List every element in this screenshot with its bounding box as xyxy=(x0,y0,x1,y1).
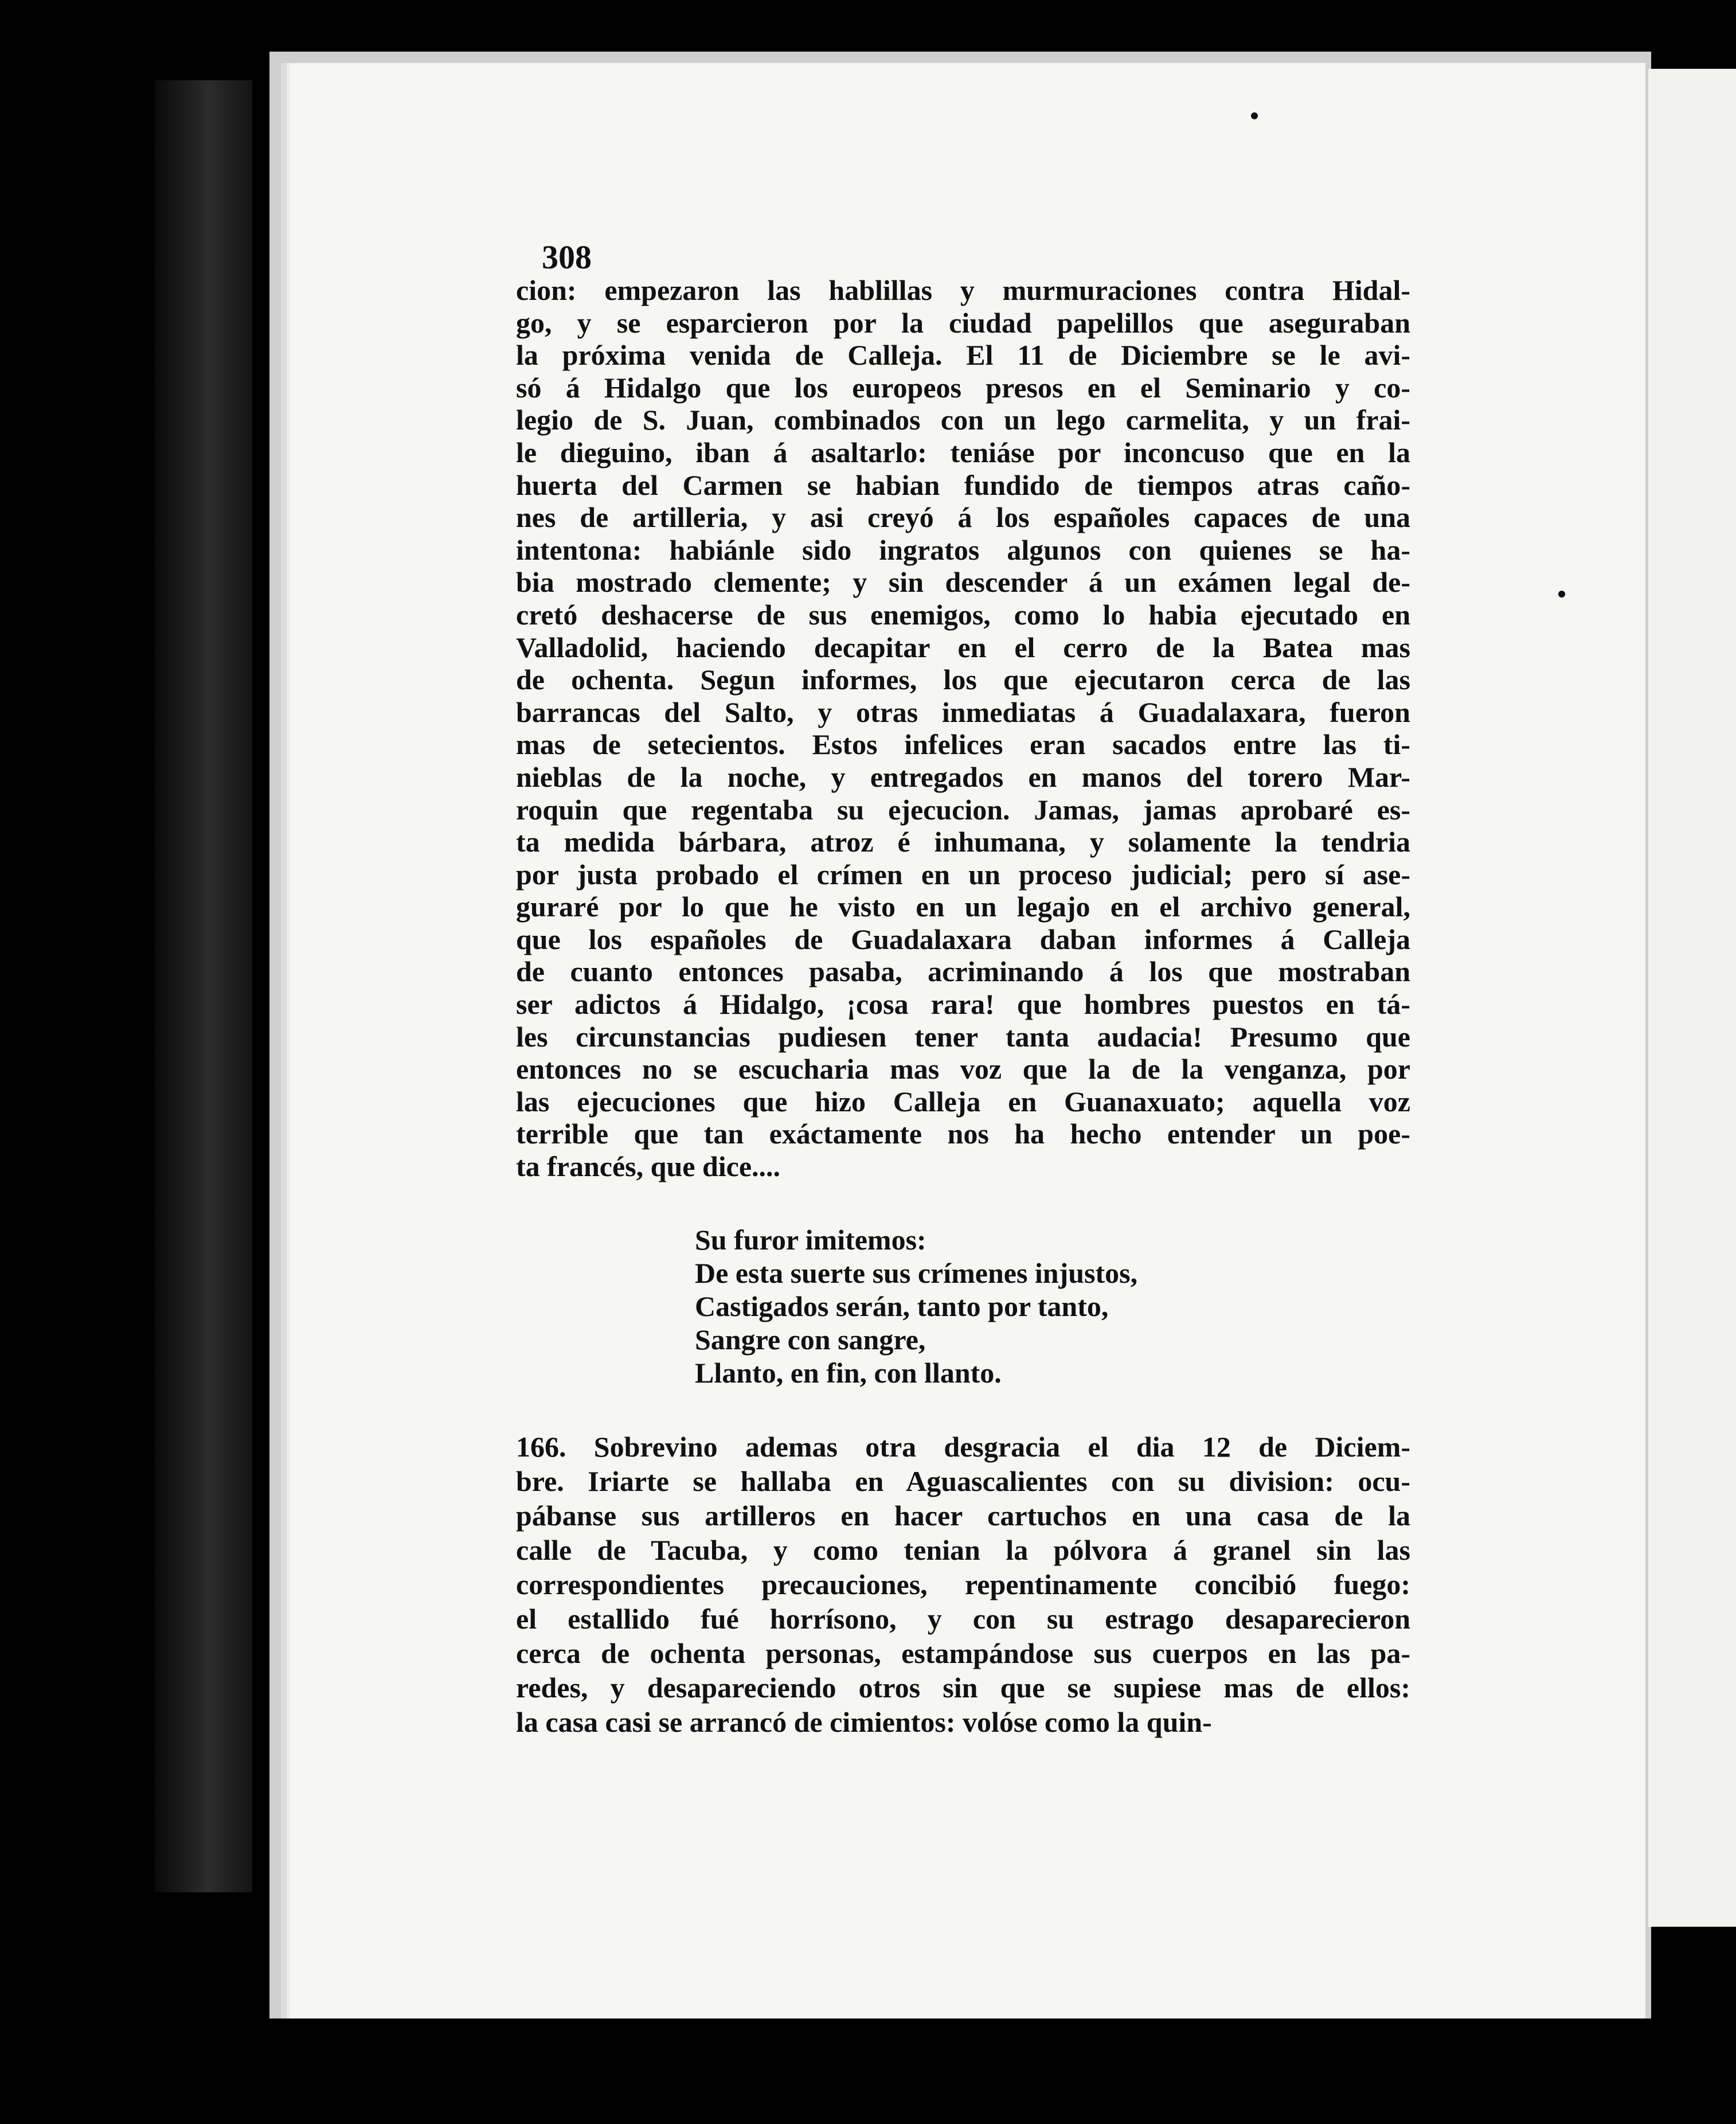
text-line: las ejecuciones que hizo Calleja en Guanaxuato; aquella voz xyxy=(516,1085,1410,1118)
text-line: legio de S. Juan, combinados con un lego carmelita, y un frai- xyxy=(516,404,1410,436)
text-line: ser adictos á Hidalgo, ¡cosa rara! que hombres puestos en tá- xyxy=(516,988,1410,1021)
text-line: la próxima venida de Calleja. El 11 de Diciembre se le avi- xyxy=(516,339,1410,372)
text-line: barrancas del Salto, y otras inmediatas á Guadalaxara, fueron xyxy=(516,696,1410,728)
text-line: la casa casi se arrancó de cimientos: volóse como la quin- xyxy=(516,1705,1212,1738)
text-line: le dieguino, iban á asaltarlo: teniáse por inconcuso que en la xyxy=(516,436,1410,468)
text-line: el estallido fué horrísono, y con su estrago desaparecieron xyxy=(516,1602,1410,1635)
text-line: entonces no se escucharia mas voz que la de la venganza, por xyxy=(516,1053,1410,1086)
text-line: ta francés, que dice.... xyxy=(516,1150,781,1183)
text-line: Valladolid, haciendo decapitar en el cerro de la Batea mas xyxy=(516,631,1410,663)
text-line: correspondientes precauciones, repentinamente concibió fuego: xyxy=(516,1568,1410,1600)
text-line: Su furor imitemos: xyxy=(695,1223,926,1256)
paragraph-1 xyxy=(516,274,1410,1183)
verse-quotation xyxy=(695,1223,1410,1389)
scan-speck xyxy=(1558,591,1565,598)
text-line: só á Hidalgo que los europeos presos en el Seminario y co- xyxy=(516,371,1410,404)
text-line: De esta suerte sus crímenes injustos, xyxy=(695,1256,1138,1289)
text-line: les circunstancias pudiesen tener tanta audacia! Presumo que xyxy=(516,1020,1410,1053)
text-line: por justa probado el crímen en un proceso judicial; pero sí ase- xyxy=(516,858,1410,891)
text-line: cretó deshacerse de sus enemigos, como lo habia ejecutado en xyxy=(516,598,1410,631)
text-line: redes, y desapareciendo otros sin que se supiese mas de ellos: xyxy=(516,1671,1410,1704)
text-line: nes de artilleria, y asi creyó á los españoles capaces de una xyxy=(516,501,1410,534)
text-line: bia mostrado clemente; y sin descender á un exámen legal de- xyxy=(516,566,1410,599)
text-line: nieblas de la noche, y entregados en manos del torero Mar- xyxy=(516,760,1410,793)
page-number: 308 xyxy=(542,239,592,276)
text-line: mas de setecientos. Estos infelices eran sacados entre las ti- xyxy=(516,728,1410,761)
text-line: Sangre con sangre, xyxy=(695,1323,926,1356)
text-line: 166. Sobrevino ademas otra desgracia el dia 12 de Diciem- xyxy=(516,1430,1410,1463)
text-line: huerta del Carmen se habian fundido de tiempos atras caño- xyxy=(516,468,1410,501)
text-line: bre. Iriarte se hallaba en Aguascalientes con su division: ocu- xyxy=(516,1465,1410,1497)
text-line: de ochenta. Segun informes, los que ejecutaron cerca de las xyxy=(516,663,1410,696)
text-line: intentona: habiánle sido ingratos algunos con quienes se ha- xyxy=(516,533,1410,566)
adjacent-page-edge xyxy=(1648,69,1736,1927)
text-line: go, y se esparcieron por la ciudad papelillos que aseguraban xyxy=(516,306,1410,339)
text-line: guraré por lo que he visto en un legajo en el archivo general, xyxy=(516,891,1410,923)
text-line: ta medida bárbara, atroz é inhumana, y solamente la tendria xyxy=(516,826,1410,858)
text-line: cerca de ochenta personas, estampándose sus cuerpos en las pa- xyxy=(516,1637,1410,1669)
paragraph-166 xyxy=(516,1430,1410,1739)
scan-speck xyxy=(1251,112,1258,119)
text-line: cion: empezaron las hablillas y murmuraciones contra Hidal- xyxy=(516,274,1410,306)
text-line: Llanto, en fin, con llanto. xyxy=(695,1356,1002,1389)
text-line: calle de Tacuba, y como tenian la pólvora á granel sin las xyxy=(516,1533,1410,1566)
book-spine-edge xyxy=(155,80,252,1892)
text-line: de cuanto entonces pasaba, acriminando á los que mostraban xyxy=(516,955,1410,988)
text-line: roquin que regentaba su ejecucion. Jamas, jamas aprobaré es- xyxy=(516,793,1410,826)
page-body xyxy=(516,274,1410,1739)
text-line: terrible que tan exáctamente nos ha hecho entender un poe- xyxy=(516,1118,1410,1150)
text-line: que los españoles de Guadalaxara daban informes á Calleja xyxy=(516,923,1410,955)
text-line: Castigados serán, tanto por tanto, xyxy=(695,1290,1109,1322)
text-line: pábanse sus artilleros en hacer cartuchos en una casa de la xyxy=(516,1499,1410,1532)
